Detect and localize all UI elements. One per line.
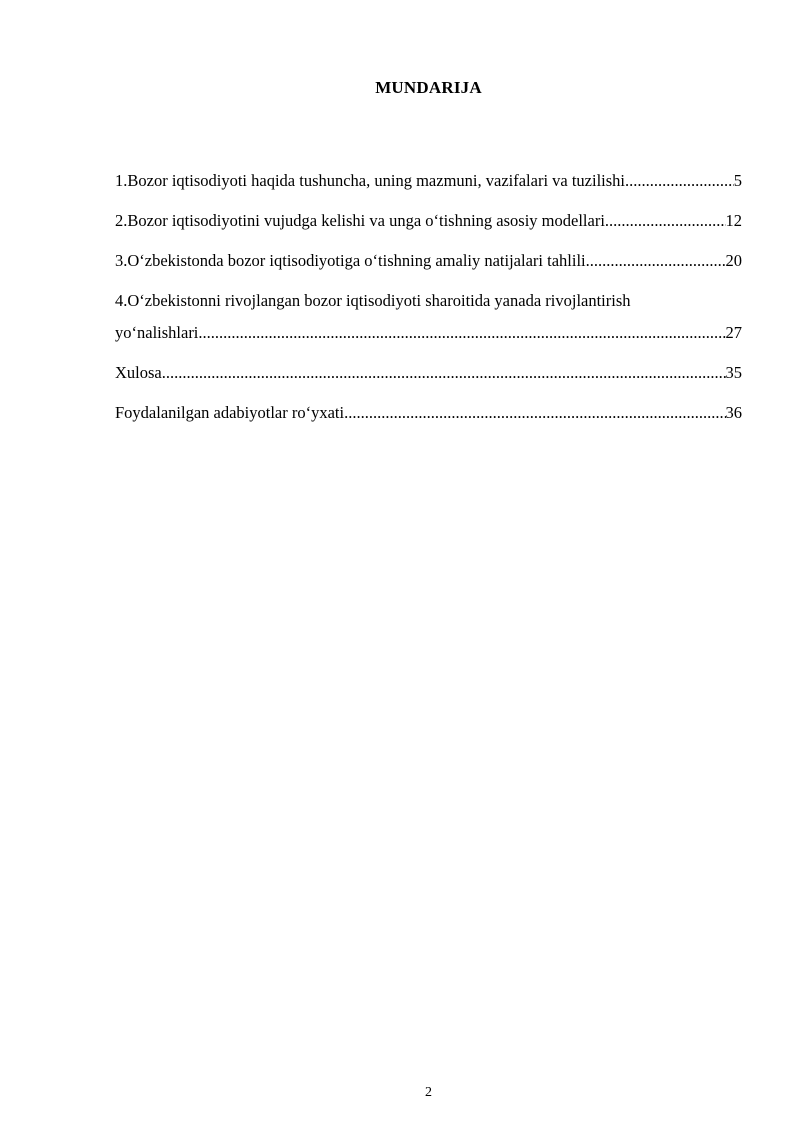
toc-entry-text: Foydalanilgan adabiyotlar ro‘yxati xyxy=(115,403,345,422)
toc-leader-dots xyxy=(605,211,726,231)
toc-entry-2[interactable] xyxy=(115,204,742,231)
toc-leader-dots xyxy=(344,403,725,423)
toc-leader-dots xyxy=(198,323,725,343)
toc-entry-page: 20 xyxy=(725,251,742,270)
toc-leader-dots xyxy=(625,171,734,191)
toc-entry-1[interactable] xyxy=(115,164,742,191)
toc-entry-4[interactable] xyxy=(115,284,742,343)
toc-entry-3[interactable] xyxy=(115,244,742,271)
toc-leader-dots xyxy=(586,251,726,271)
page-number: 2 xyxy=(425,1085,432,1100)
toc-entry-6[interactable] xyxy=(115,396,742,423)
toc-entry-page: 5 xyxy=(733,171,742,190)
table-of-contents xyxy=(115,164,742,436)
toc-entry-page: 12 xyxy=(725,211,742,230)
toc-entry-text: 2.Bozor iqtisodiyotini vujudga kelishi va unga o‘tishning asosiy modellari xyxy=(115,211,605,230)
toc-entry-line xyxy=(115,316,742,343)
toc-entry-page: 27 xyxy=(725,323,742,342)
toc-entry-page: 35 xyxy=(725,363,742,382)
toc-entry-page: 36 xyxy=(725,403,742,422)
page-title: MUNDARIJA xyxy=(375,78,482,97)
toc-leader-dots xyxy=(162,363,726,383)
toc-entry-text: Xulosa xyxy=(115,363,162,382)
toc-entry-5[interactable] xyxy=(115,356,742,383)
toc-entry-text: 3.O‘zbekistonda bozor iqtisodiyotiga o‘tishning amaliy natijalari tahlili xyxy=(115,251,586,270)
toc-entry-line xyxy=(115,284,742,311)
toc-entry-text: 1.Bozor iqtisodiyoti haqida tushuncha, uning mazmuni, vazifalari va tuzilishi xyxy=(115,171,626,190)
toc-entry-text-continued: yo‘nalishlari xyxy=(115,323,199,342)
toc-entry-text: 4.O‘zbekistonni rivojlangan bozor iqtisodiyoti sharoitida yanada rivojlantirish xyxy=(115,291,631,310)
